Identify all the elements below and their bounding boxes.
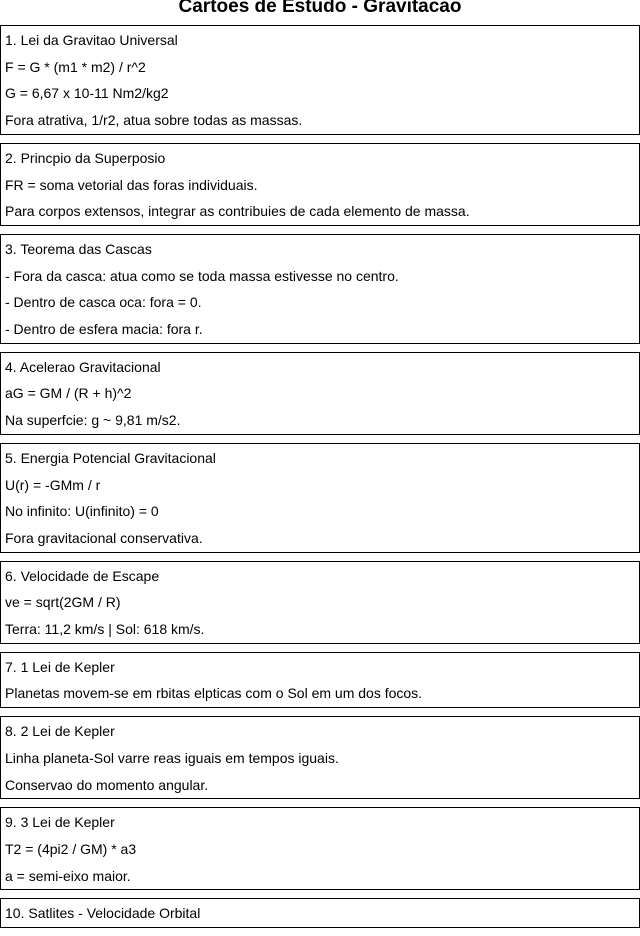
card-list bbox=[0, 25, 640, 936]
card-superposicao bbox=[0, 143, 640, 226]
card-line: G = 6,67 x 10-11 Nm2/kg2 bbox=[5, 85, 169, 102]
card-line: T2 = (4pi2 / GM) * a3 bbox=[5, 840, 137, 857]
card-satelites bbox=[0, 898, 640, 928]
card-line: - Dentro de esfera macia: fora r. bbox=[5, 321, 203, 338]
card-heading: 7. 1 Lei de Kepler bbox=[5, 658, 115, 675]
card-heading: 1. Lei da Gravitao Universal bbox=[5, 32, 178, 48]
card-line: Planetas movem-se em rbitas elpticas com o Sol em um dos focos. bbox=[5, 685, 423, 702]
card-line: aG = GM / (R + h)^2 bbox=[5, 385, 132, 402]
card-kepler-3 bbox=[0, 807, 640, 890]
card-line: Fora gravitacional conservativa. bbox=[5, 529, 203, 546]
card-heading: 8. 2 Lei de Kepler bbox=[5, 723, 115, 740]
card-kepler-1 bbox=[0, 652, 640, 708]
card-aceleracao bbox=[0, 352, 640, 435]
card-line: Na superfcie: g ~ 9,81 m/s2. bbox=[5, 412, 181, 429]
card-heading: 4. Acelerao Gravitacional bbox=[5, 358, 161, 375]
card-line: Fora atrativa, 1/r2, atua sobre todas as massas. bbox=[5, 112, 303, 129]
page-title: Cartoes de Estudo - Gravitacao bbox=[178, 0, 462, 17]
card-line: - Fora da casca: atua como se toda massa estivesse no centro. bbox=[5, 267, 399, 284]
card-heading: 10. Satlites - Velocidade Orbital bbox=[5, 905, 201, 922]
card-line: FR = soma vetorial das foras individuais. bbox=[5, 176, 258, 193]
card-line: Linha planeta-Sol varre reas iguais em tempos iguais. bbox=[5, 749, 339, 766]
card-line: ve = sqrt(2GM / R) bbox=[5, 594, 121, 611]
card-heading: 5. Energia Potencial Gravitacional bbox=[5, 449, 216, 466]
card-energia-potencial bbox=[0, 443, 640, 553]
card-line: a = semi-eixo maior. bbox=[5, 867, 131, 884]
card-line: No infinito: U(infinito) = 0 bbox=[5, 503, 159, 520]
card-line: Para corpos extensos, integrar as contribuies de cada elemento de massa. bbox=[5, 203, 470, 220]
card-heading: 9. 3 Lei de Kepler bbox=[5, 814, 115, 831]
card-lei-gravitacao bbox=[0, 25, 640, 135]
card-heading: 2. Princpio da Superposio bbox=[5, 149, 166, 166]
card-line: F = G * (m1 * m2) / r^2 bbox=[5, 58, 146, 75]
card-velocidade-escape bbox=[0, 561, 640, 644]
card-teorema-cascas bbox=[0, 234, 640, 344]
card-heading: 3. Teorema das Cascas bbox=[5, 240, 152, 257]
card-line: Terra: 11,2 km/s | Sol: 618 km/s. bbox=[5, 621, 205, 638]
card-kepler-2 bbox=[0, 716, 640, 799]
card-line: - Dentro de casca oca: fora = 0. bbox=[5, 294, 202, 311]
card-heading: 6. Velocidade de Escape bbox=[5, 567, 160, 584]
card-line: Conservao do momento angular. bbox=[5, 776, 209, 793]
card-line: U(r) = -GMm / r bbox=[5, 476, 101, 493]
